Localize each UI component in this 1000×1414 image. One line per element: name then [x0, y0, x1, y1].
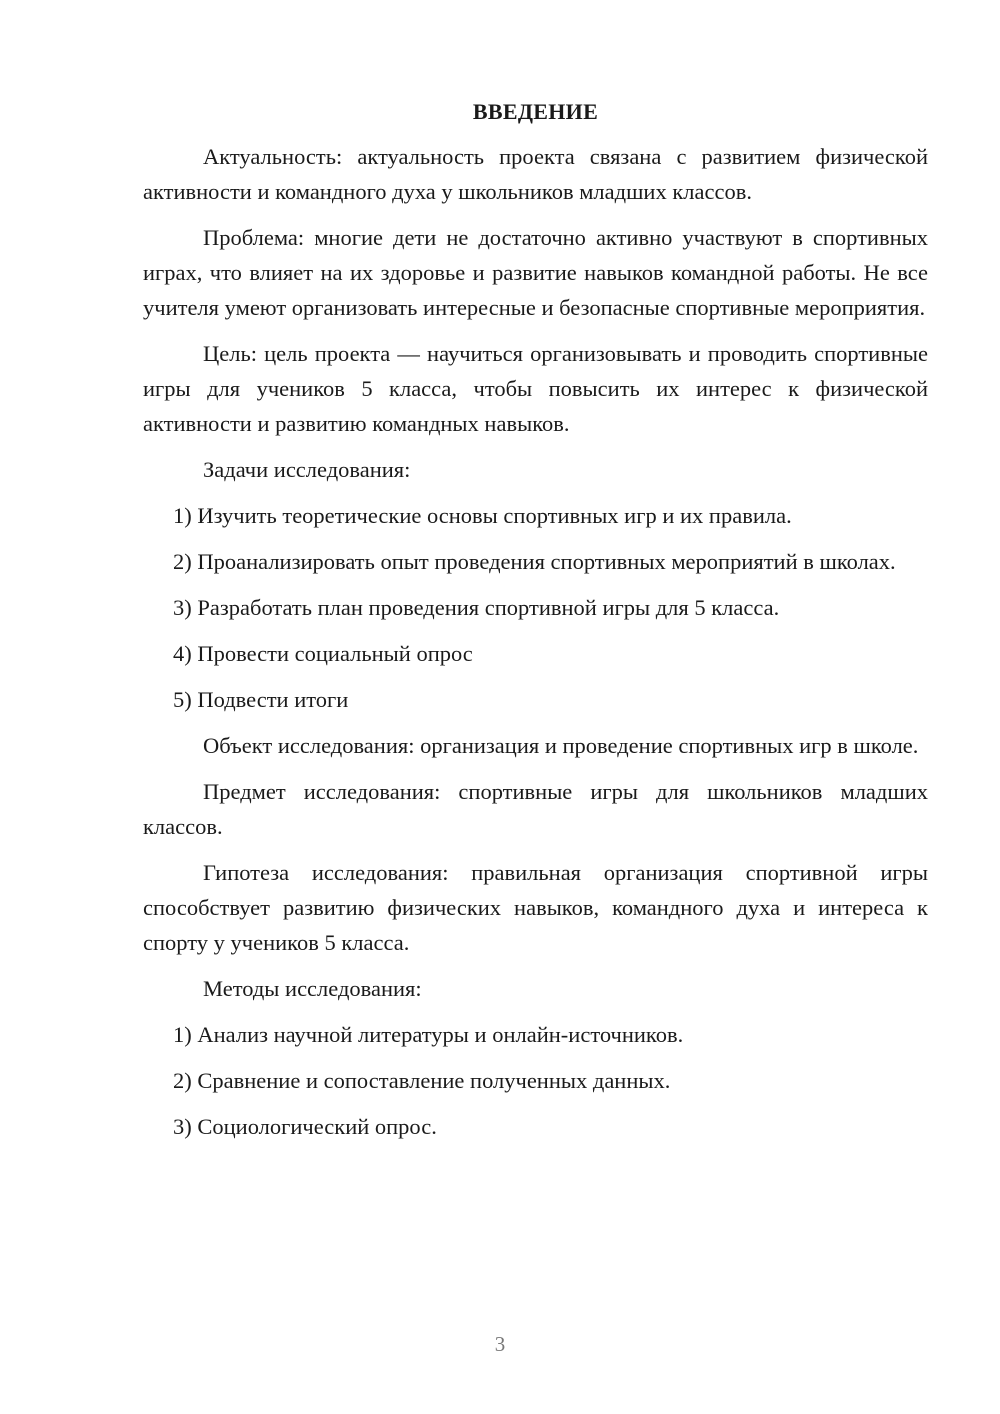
subject-paragraph: Предмет исследования: спортивные игры для школьников младших классов. — [143, 779, 928, 839]
method-item: 3) Социологический опрос. — [173, 1114, 437, 1139]
goal-paragraph: Цель: цель проекта — научиться организовывать и проводить спортивные игры для учеников 5 класса, чтобы повысить их интерес к физической активности и развитию командных навыков. — [143, 341, 928, 436]
task-item: 5) Подвести итоги — [173, 687, 349, 712]
task-item: 1) Изучить теоретические основы спортивных игр и их правила. — [173, 503, 792, 528]
hypothesis-paragraph: Гипотеза исследования: правильная организация спортивной игры способствует развитию физических навыков, командного духа и интереса к спорту у учеников 5 класса. — [143, 860, 928, 955]
object-paragraph: Объект исследования: организация и проведение спортивных игр в школе. — [203, 733, 919, 758]
problem-paragraph: Проблема: многие дети не достаточно активно участвуют в спортивных играх, что влияет на их здоровье и развитие навыков командной работы. Не все учителя умеют организовать интересные и безопасные спортивные мероприятия. — [143, 225, 928, 320]
page-number: 3 — [494, 1332, 506, 1356]
task-item: 4) Провести социальный опрос — [173, 641, 473, 666]
relevance-paragraph: Актуальность: актуальность проекта связана с развитием физической активности и командного духа у школьников младших классов. — [143, 144, 928, 204]
methods-heading: Методы исследования: — [203, 976, 422, 1001]
tasks-heading: Задачи исследования: — [203, 457, 411, 482]
task-item: 2) Проанализировать опыт проведения спортивных мероприятий в школах. — [173, 549, 896, 574]
method-item: 2) Сравнение и сопоставление полученных данных. — [173, 1068, 671, 1093]
task-item: 3) Разработать план проведения спортивной игры для 5 класса. — [173, 595, 780, 620]
section-title: ВВЕДЕНИЕ — [472, 99, 599, 124]
method-item: 1) Анализ научной литературы и онлайн-источников. — [173, 1022, 684, 1047]
document-body — [143, 94, 928, 1155]
